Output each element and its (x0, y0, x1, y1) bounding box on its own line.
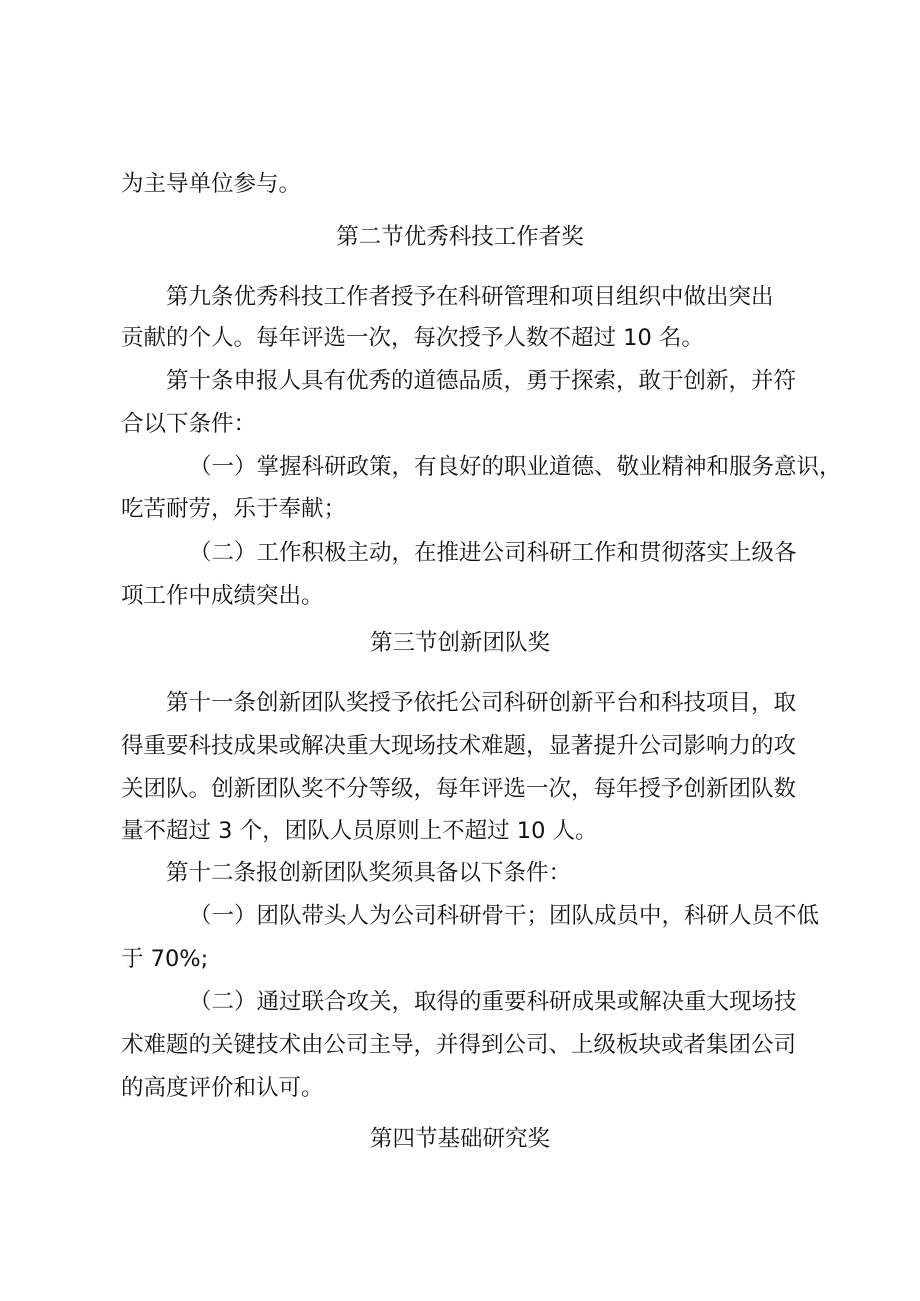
condition-line: 吃苦耐劳，乐于奉献； (121, 496, 347, 522)
article-11-line: 得重要科技成果或解决重大现场技术难题，显著提升公司影响力的攻 (121, 733, 797, 759)
article-10-line: 第十条申报人具有优秀的道德品质，勇于探索，敢于创新，并符 (166, 368, 797, 394)
section-heading: 第三节创新团队奖 (369, 630, 550, 656)
article-11-line: 量不超过 3 个，团队人员原则上不超过 10 人。 (121, 818, 598, 844)
condition-line: 于 70%; (121, 946, 209, 972)
condition-line: （一）掌握科研政策，有良好的职业道德、敬业精神和服务意识， (189, 454, 842, 480)
article-9-line: 贡献的个人。每年评选一次，每次授予人数不超过 10 名。 (121, 325, 704, 351)
condition-line: （一）团队带头人为公司科研骨干；团队成员中，科研人员不低 (189, 903, 820, 929)
paragraph-line: 为主导单位参与。 (121, 171, 302, 197)
condition-line: 的高度评价和认可。 (121, 1075, 324, 1101)
condition-line: （二）通过联合攻关，取得的重要科研成果或解决重大现场技 (189, 989, 797, 1015)
article-9-line: 第九条优秀科技工作者授予在科研管理和项目组织中做出突出 (166, 284, 774, 310)
condition-line: 术难题的关键技术由公司主导，并得到公司、上级板块或者集团公司 (121, 1032, 797, 1058)
condition-line: 项工作中成绩突出。 (121, 583, 324, 609)
article-11-line: 关团队。创新团队奖不分等级，每年评选一次，每年授予创新团队数 (121, 776, 797, 802)
article-10-line: 合以下条件： (121, 411, 257, 437)
section-heading: 第四节基础研究奖 (369, 1126, 550, 1152)
article-11-line: 第十一条创新团队奖授予依托公司科研创新平台和科技项目，取 (166, 690, 797, 716)
condition-line: （二）工作积极主动，在推进公司科研工作和贯彻落实上级各 (189, 540, 797, 566)
section-heading: 第二节优秀科技工作者奖 (336, 224, 584, 250)
article-12-line: 第十二条报创新团队奖须具备以下条件： (166, 860, 572, 886)
